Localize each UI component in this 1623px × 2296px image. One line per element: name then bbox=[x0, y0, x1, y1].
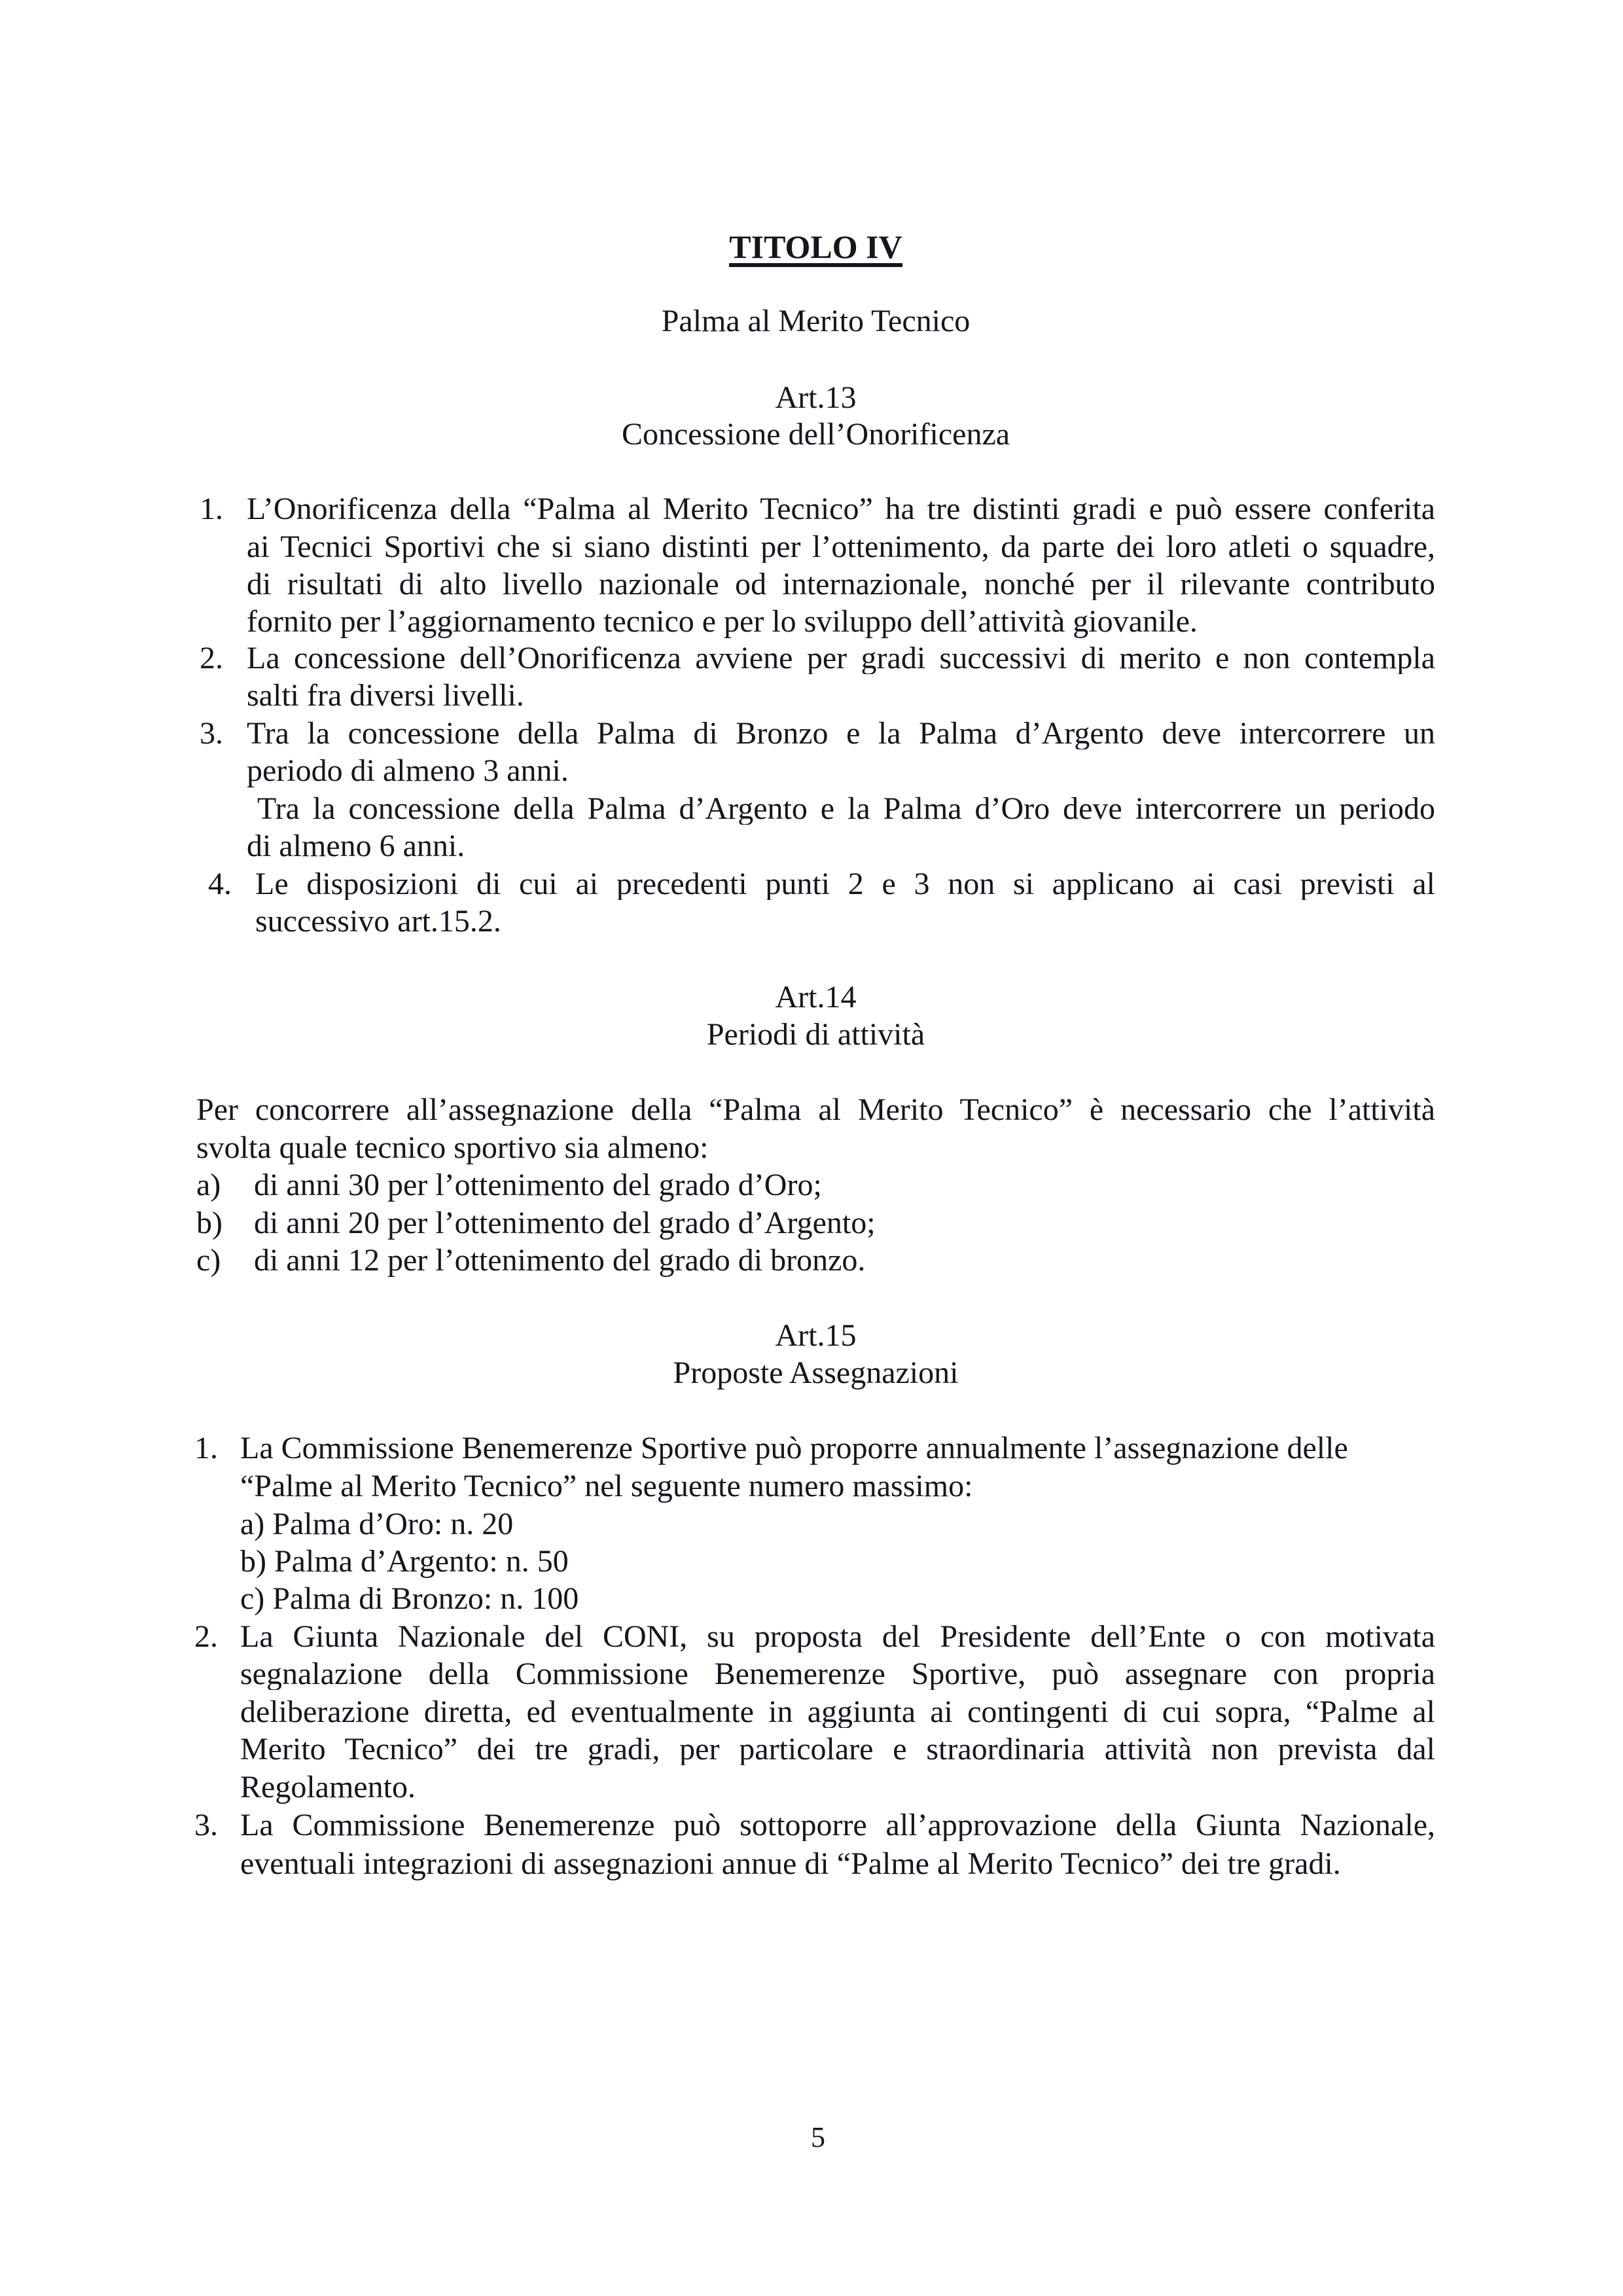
list-item-marker: b) bbox=[196, 1206, 223, 1240]
text-line: b) Palma d’Argento: n. 50 bbox=[240, 1544, 569, 1579]
text-line: Merito Tecnico” dei tre gradi, per particolare e straordinaria attività non prevista dal bbox=[240, 1734, 1435, 1765]
text-line: di anni 20 per l’ottenimento del grado d’Argento; bbox=[254, 1206, 876, 1240]
text-line: La Commissione Benemerenze Sportive può proporre annualmente l’assegnazione delle bbox=[240, 1431, 1348, 1465]
text-line: eventuali integrazioni di assegnazioni annue di “Palme al Merito Tecnico” dei tre gradi. bbox=[240, 1846, 1341, 1881]
article-number: Art.15 bbox=[775, 1318, 857, 1353]
article-heading: Proposte Assegnazioni bbox=[673, 1355, 959, 1390]
text-line: successivo art.15.2. bbox=[255, 904, 501, 939]
list-item-marker: 2. bbox=[200, 641, 223, 675]
subtitle: Palma al Merito Tecnico bbox=[661, 304, 971, 338]
text-line: c) Palma di Bronzo: n. 100 bbox=[240, 1581, 579, 1616]
text-line: Tra la concessione della Palma di Bronzo e la Palma d’Argento deve intercorrere un bbox=[247, 718, 1435, 749]
list-item-marker: c) bbox=[196, 1243, 221, 1278]
list-item-marker: a) bbox=[196, 1168, 221, 1202]
list-item-marker: 4. bbox=[208, 867, 232, 901]
text-line: “Palme al Merito Tecnico” nel seguente numero massimo: bbox=[240, 1469, 973, 1503]
text-line: La Giunta Nazionale del CONI, su proposta del Presidente dell’Ente o con motivata bbox=[240, 1621, 1435, 1653]
text-line: Regolamento. bbox=[240, 1770, 416, 1804]
text-line: La concessione dell’Onorificenza avviene per gradi successivi di merito e non contempla bbox=[247, 643, 1435, 674]
article-number: Art.13 bbox=[775, 380, 857, 415]
text-line: di risultati di alto livello nazionale od internazionale, nonché per il rilevante contributo bbox=[247, 569, 1435, 600]
title-text: TITOLO IV bbox=[729, 230, 902, 267]
text-line: segnalazione della Commissione Benemerenze Sportive, può assegnare con propria bbox=[240, 1659, 1435, 1690]
text-line: Per concorrere all’assegnazione della “Palma al Merito Tecnico” è necessario che l’attività bbox=[196, 1094, 1435, 1126]
list-item-marker: 1. bbox=[194, 1431, 218, 1465]
text-line: ai Tecnici Sportivi che si siano distinti per l’ottenimento, da parte dei loro atleti o squadre, bbox=[247, 531, 1435, 563]
list-item-marker: 2. bbox=[194, 1619, 218, 1654]
text-line: svolta quale tecnico sportivo sia almeno: bbox=[196, 1130, 709, 1165]
text-line: Le disposizioni di cui ai precedenti punti 2 e 3 non si applicano ai casi previsti al bbox=[255, 869, 1435, 900]
text-line: Tra la concessione della Palma d’Argento e la Palma d’Oro deve intercorrere un periodo bbox=[257, 793, 1435, 825]
article-heading: Concessione dell’Onorificenza bbox=[621, 417, 1010, 452]
list-item-marker: 3. bbox=[194, 1808, 218, 1842]
text-line: salti fra diversi livelli. bbox=[247, 678, 524, 713]
text-line: di almeno 6 anni. bbox=[247, 829, 465, 863]
article-number: Art.14 bbox=[775, 980, 857, 1014]
text-line: a) Palma d’Oro: n. 20 bbox=[240, 1507, 514, 1541]
text-line: fornito per l’aggiornamento tecnico e per lo sviluppo dell’attività giovanile. bbox=[247, 604, 1198, 639]
text-line: periodo di almeno 3 anni. bbox=[247, 753, 569, 788]
text-line: di anni 30 per l’ottenimento del grado d’Oro; bbox=[254, 1168, 822, 1202]
list-item-marker: 1. bbox=[200, 492, 223, 526]
page-number: 5 bbox=[811, 2121, 825, 2153]
text-line: di anni 12 per l’ottenimento del grado di bronzo. bbox=[254, 1243, 866, 1278]
text-line: La Commissione Benemerenze può sottoporre all’approvazione della Giunta Nazionale, bbox=[240, 1810, 1435, 1841]
title-heading bbox=[196, 228, 1435, 267]
list-item-marker: 3. bbox=[200, 716, 223, 751]
text-line: L’Onorificenza della “Palma al Merito Tecnico” ha tre distinti gradi e può essere conferita bbox=[247, 493, 1435, 525]
article-heading: Periodi di attività bbox=[706, 1017, 925, 1052]
text-line: deliberazione diretta, ed eventualmente in aggiunta ai contingenti di cui sopra, “Palme al bbox=[240, 1696, 1435, 1728]
